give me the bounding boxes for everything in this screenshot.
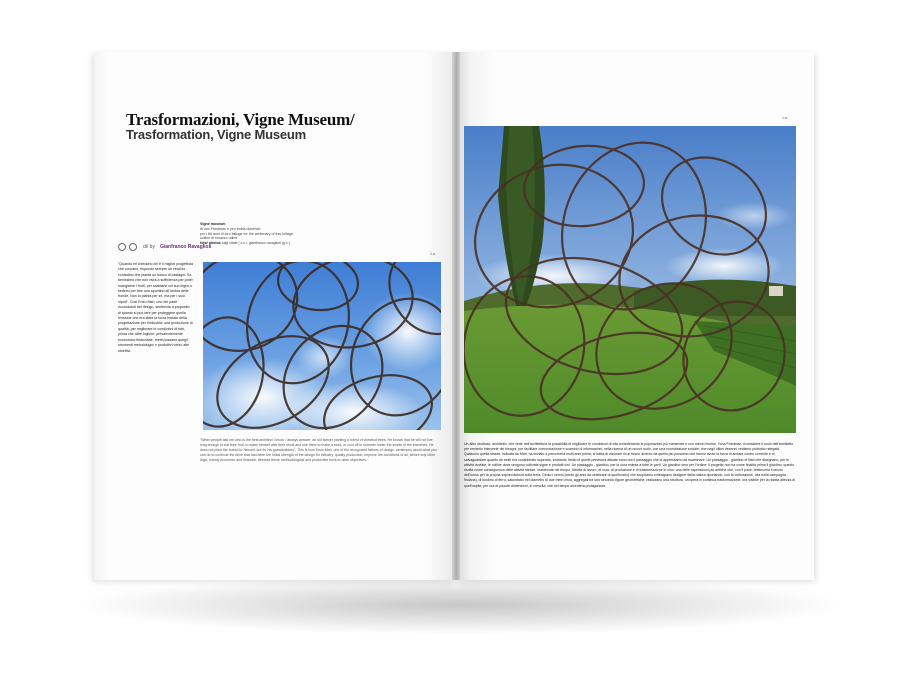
article-subtitle: Trasformation, Vigne Museum	[126, 127, 307, 142]
caption-line: di uno Friedman e yen bolda docendo	[200, 226, 261, 231]
page-gutter	[452, 52, 460, 580]
caption-photo-credit	[200, 241, 390, 246]
caption-photo-label: foto/ photos	[200, 241, 221, 246]
body-text-right: Un altro studioso, architetto, che vede nell'architettura la possibilità di migliorare le condizioni di vita considerando le popolazioni più numerose e con minori risorse, Yona Friedman, riconsidera il ruolo dell'architetto per renderlo interprete dei bisogni, per facilitare comunicazione e scambio di informazioni, nella ricerca di un nuovo ruolo, con una connotazione sociale, che negli ultimi decenni vediamo piuttosto relegato. Qualcuno quella strada, indicata da Mari, ha iniziato a percorrerla molti anni prima; si tratta di visionari di un futuro diverso da quello più prossimo che hanno avuto la forza di andare contro corrente e di salvaguardare quanto da molti era considerato superato, invitando l'esito di quelle previsioni attuate sono ora il passaggio che ci apprestiamo ad esaminare. Un passaggio - giardino di filari che disegnano, per le attività avviate, le colline dove vengono coltivate vigne e prodotti vini. Un passaggio - giardino, per la cura estesa a tutte le parti. Un giardino vero per l'ordine; il progetto non ha come finalità prima il giardino: questo risulta come conseguenza delle attività stesse, mantenute nel tempo. Attività di lavoro, di cura, di produzione e di trasformazione in vino: una delle espressioni più antiche che, con il pane, testimonia il lavoro dell'uomo per la propria sopravvivenza sulla terra. Cento i cerchi (cento gli anni da celebrare di quell'uomo) che scopriamo entesigiano designer della natura riportando, con la coltivazione, vita nella campagna friulana), di tondino di ferro, calandrato nel diametro di due metri circa, aggregati tra loro secondo figure geometriche, realizzano una struttura, un'opera in continua trasformazione: ora visibile per la ridotta altezza di quell'ospite, per ora di piccole dimensioni, in crescita, che nel tempo diventerà protagonista.	[464, 442, 796, 488]
caption-line: colline di rosazzo udine	[200, 236, 238, 241]
sculpture-sky-photo	[203, 262, 441, 430]
author-byline	[118, 243, 211, 251]
caption-photo-names: luigi vitale | c.c.l. gianfranco ravaglioli (g.c.)	[221, 241, 291, 246]
body-text-italian: "Quando mi chiedono chi è il miglior progettista che conosco, rispondo sempre un vecchio contadino che pianta un bosco di castagni. Sa benissimo che non vivrà a sufficienza per poter mangiarne i frutti, per scaldarsi col suo legno o sedersi per fare uno spuntino all'ombra delle fronde. Non lo pianta per sé, ma per i suoi nipoti". Così Enzo Mari, uno dei padri riconosciuti del design, sentenzia a proposito di quanto si può fare per proteggere quella tensione che era stata la forza iniziale della progettazione per l'industria: una produzione di qualità, per migliorare le condizioni di tutti, prima che altre logiche, prevalentemente economico finanziarie, metti possano quegli strumenti metodologici e produttivi verso altri obiettivi.	[118, 262, 193, 353]
vineyard-sculpture-photo	[464, 126, 796, 433]
author-name: Gianfranco Ravaglioli	[159, 244, 212, 250]
magazine-shadow	[70, 575, 850, 635]
circle-icon	[129, 243, 137, 251]
author-prefix: di/ by	[143, 244, 155, 250]
body-text-english: "When people ask me who is the best architect I know, I always answer: an old farmer planting a forest of chestnut trees. He knows that he will not live long enough to eat their fruit, to warm himself with their wood and use them to make a stool, or cool off in summer under the shade of the branches. He does not plant the forest for himself, but for his grandchildren". This is how Enzo Mari, one of the recognized fathers of design, sentences about what you can do to continue the drive that had been the initial strength of the design for industry: quality production, improve the conditions of all, before any other logic, mainly economic and financial, directed these methodological and productive tools to other objectives.	[200, 438, 437, 463]
article-title: Trasformazioni, Vigne Museum/	[126, 110, 355, 129]
caption-line: per i 66 anni di loro fattoge for the centenary of this foliage	[200, 231, 293, 236]
left-page-mark: 1.a.	[430, 252, 436, 256]
right-page-mark: 1.a.	[782, 116, 788, 120]
photo-caption	[200, 222, 390, 246]
caption-title: Vigne museum	[200, 222, 226, 226]
circle-icon	[118, 243, 126, 251]
